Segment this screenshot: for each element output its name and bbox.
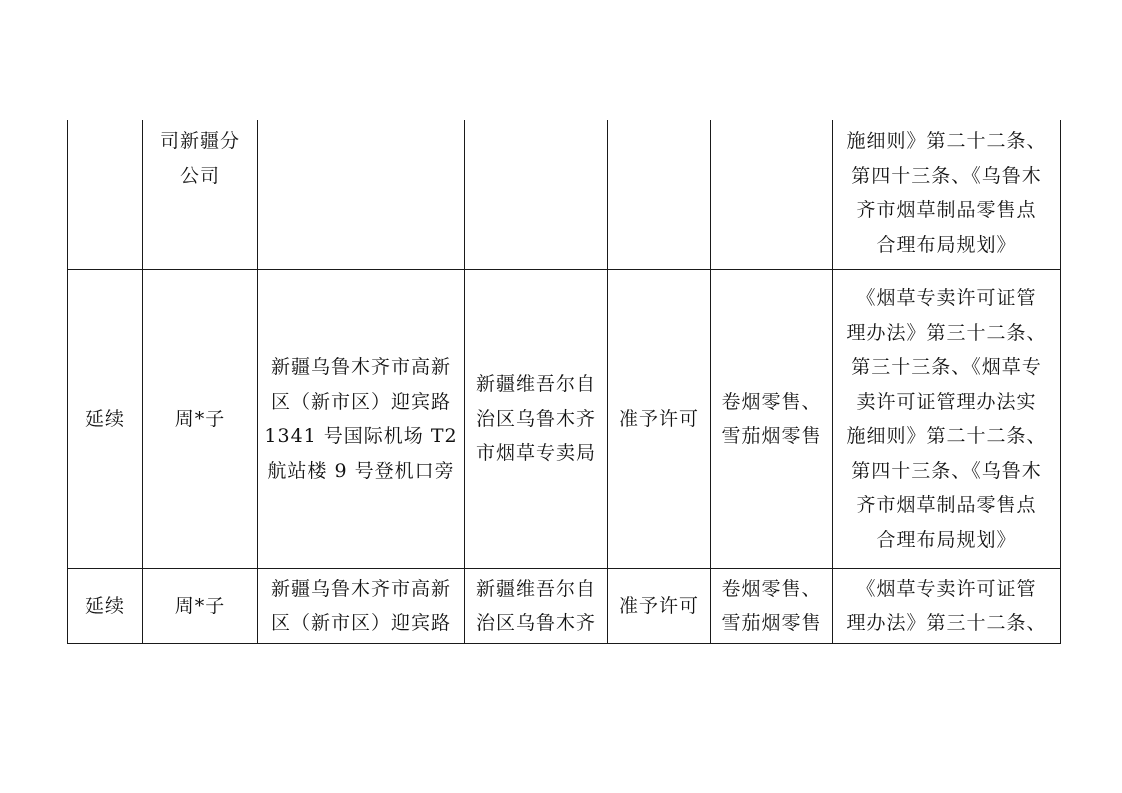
cell-line: 周*子 — [174, 407, 226, 430]
cell-line: 齐市烟草制品零售点 — [856, 494, 1037, 516]
cell-line: 区（新市区）迎宾路 — [270, 390, 451, 413]
cell-line: 延续 — [84, 407, 125, 430]
cell-line: 1341 号国际机场 T2 — [264, 425, 458, 447]
cell-line: 延续 — [84, 594, 125, 617]
table-row-2-scope — [711, 569, 832, 643]
cell-line: 卷烟零售、 — [721, 390, 822, 413]
table-row-0-basis — [833, 124, 1060, 269]
cell-line: 施细则》第二十二条、 — [846, 425, 1047, 447]
cell-line: 《烟草专卖许可证管 — [856, 577, 1037, 600]
cell-line: 合理布局规划》 — [876, 233, 1017, 256]
cell-line: 司新疆分 — [159, 130, 240, 152]
table-row-1-authority — [465, 270, 607, 568]
cell-line: 区（新市区）迎宾路 — [270, 612, 451, 634]
cell-line: 治区乌鲁木齐 — [475, 407, 596, 430]
cell-line: 周*子 — [174, 594, 226, 617]
cell-line: 雪茄烟零售 — [721, 612, 822, 634]
cell-line: 齐市烟草制品零售点 — [856, 199, 1037, 221]
cell-line: 第四十三条、《乌鲁木 — [851, 459, 1042, 482]
table-border — [1060, 120, 1061, 644]
cell-line: 雪茄烟零售 — [721, 425, 822, 447]
cell-line: 第三十三条、《烟草专 — [851, 356, 1042, 378]
table-row-2-authority — [465, 569, 607, 643]
cell-line: 公司 — [179, 164, 220, 187]
cell-line: 市烟草专卖局 — [475, 442, 596, 465]
cell-line: 第四十三条、《乌鲁木 — [851, 164, 1042, 187]
table-border — [67, 643, 1061, 644]
table-row-2-address — [258, 569, 464, 643]
table-row-1-address — [258, 270, 464, 568]
cell-line: 准予许可 — [618, 407, 699, 430]
cell-line: 卷烟零售、 — [721, 577, 822, 600]
table-row-0-applicant — [143, 124, 257, 269]
cell-line: 《烟草专卖许可证管 — [856, 287, 1037, 309]
table-row-1-applicant — [143, 270, 257, 568]
table-row-1-type — [68, 270, 142, 568]
table-row-1-scope — [711, 270, 832, 568]
cell-line: 卖许可证管理办法实 — [856, 390, 1037, 413]
cell-line: 理办法》第三十二条、 — [846, 321, 1047, 344]
cell-line: 新疆维吾尔自 — [475, 373, 596, 396]
table-row-2-basis — [833, 569, 1060, 643]
cell-line: 合理布局规划》 — [876, 528, 1017, 551]
cell-line: 航站楼 9 号登机口旁 — [267, 459, 455, 482]
cell-line: 新疆乌鲁木齐市高新 — [270, 356, 451, 378]
table-row-1-decision — [608, 270, 710, 568]
cell-line: 准予许可 — [618, 594, 699, 617]
table-row-1-basis — [833, 270, 1060, 568]
cell-line: 施细则》第二十二条、 — [846, 130, 1047, 152]
table-row-2-decision — [608, 569, 710, 643]
cell-line: 治区乌鲁木齐 — [475, 612, 596, 634]
cell-line: 理办法》第三十二条、 — [846, 612, 1047, 634]
table-row-2-applicant — [143, 569, 257, 643]
cell-line: 新疆乌鲁木齐市高新 — [270, 577, 451, 600]
table-row-2-type — [68, 569, 142, 643]
cell-line: 新疆维吾尔自 — [475, 577, 596, 600]
